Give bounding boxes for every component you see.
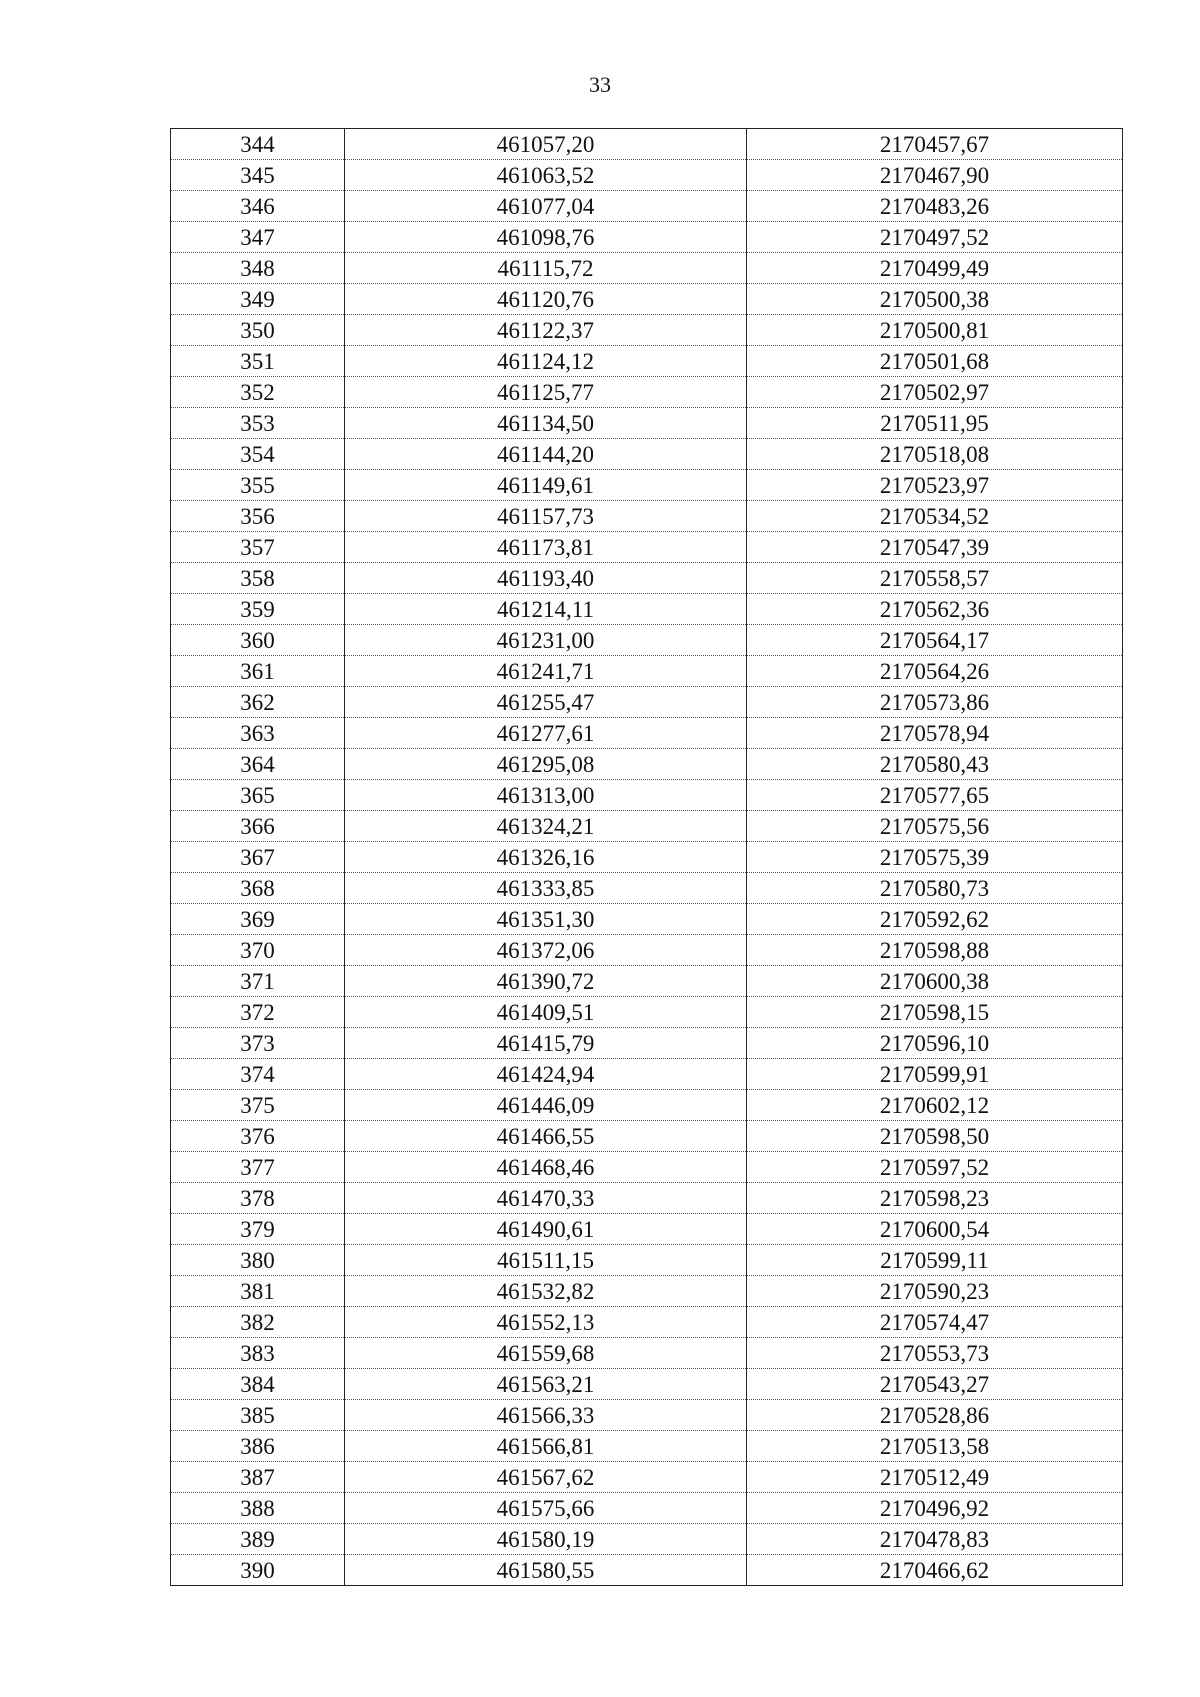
y-coordinate-cell: 2170596,10 xyxy=(747,1028,1123,1059)
y-coordinate-cell: 2170457,67 xyxy=(747,129,1123,160)
point-number-cell: 372 xyxy=(171,997,345,1028)
x-coordinate-cell: 461255,47 xyxy=(345,687,747,718)
point-number-cell: 362 xyxy=(171,687,345,718)
y-coordinate-cell: 2170499,49 xyxy=(747,253,1123,284)
table-row xyxy=(171,1555,1123,1586)
coordinates-table-body xyxy=(171,129,1123,1586)
y-coordinate-cell: 2170483,26 xyxy=(747,191,1123,222)
x-coordinate-cell: 461077,04 xyxy=(345,191,747,222)
table-row xyxy=(171,1400,1123,1431)
y-coordinate-cell: 2170598,23 xyxy=(747,1183,1123,1214)
x-coordinate-cell: 461468,46 xyxy=(345,1152,747,1183)
table-row xyxy=(171,1431,1123,1462)
y-coordinate-cell: 2170575,56 xyxy=(747,811,1123,842)
table-row xyxy=(171,1524,1123,1555)
x-coordinate-cell: 461372,06 xyxy=(345,935,747,966)
table-row xyxy=(171,501,1123,532)
y-coordinate-cell: 2170502,97 xyxy=(747,377,1123,408)
table-row xyxy=(171,377,1123,408)
x-coordinate-cell: 461532,82 xyxy=(345,1276,747,1307)
point-number-cell: 375 xyxy=(171,1090,345,1121)
y-coordinate-cell: 2170573,86 xyxy=(747,687,1123,718)
table-row xyxy=(171,129,1123,160)
point-number-cell: 380 xyxy=(171,1245,345,1276)
y-coordinate-cell: 2170600,38 xyxy=(747,966,1123,997)
point-number-cell: 371 xyxy=(171,966,345,997)
point-number-cell: 387 xyxy=(171,1462,345,1493)
y-coordinate-cell: 2170574,47 xyxy=(747,1307,1123,1338)
x-coordinate-cell: 461511,15 xyxy=(345,1245,747,1276)
x-coordinate-cell: 461333,85 xyxy=(345,873,747,904)
y-coordinate-cell: 2170497,52 xyxy=(747,222,1123,253)
point-number-cell: 370 xyxy=(171,935,345,966)
table-row xyxy=(171,563,1123,594)
table-row xyxy=(171,1338,1123,1369)
y-coordinate-cell: 2170597,52 xyxy=(747,1152,1123,1183)
table-row xyxy=(171,1307,1123,1338)
point-number-cell: 382 xyxy=(171,1307,345,1338)
x-coordinate-cell: 461466,55 xyxy=(345,1121,747,1152)
point-number-cell: 347 xyxy=(171,222,345,253)
table-row xyxy=(171,1276,1123,1307)
table-row xyxy=(171,253,1123,284)
x-coordinate-cell: 461063,52 xyxy=(345,160,747,191)
y-coordinate-cell: 2170580,43 xyxy=(747,749,1123,780)
x-coordinate-cell: 461324,21 xyxy=(345,811,747,842)
x-coordinate-cell: 461173,81 xyxy=(345,532,747,563)
x-coordinate-cell: 461470,33 xyxy=(345,1183,747,1214)
y-coordinate-cell: 2170500,38 xyxy=(747,284,1123,315)
x-coordinate-cell: 461193,40 xyxy=(345,563,747,594)
point-number-cell: 379 xyxy=(171,1214,345,1245)
table-row xyxy=(171,191,1123,222)
y-coordinate-cell: 2170598,88 xyxy=(747,935,1123,966)
x-coordinate-cell: 461567,62 xyxy=(345,1462,747,1493)
x-coordinate-cell: 461115,72 xyxy=(345,253,747,284)
point-number-cell: 349 xyxy=(171,284,345,315)
x-coordinate-cell: 461231,00 xyxy=(345,625,747,656)
y-coordinate-cell: 2170534,52 xyxy=(747,501,1123,532)
y-coordinate-cell: 2170547,39 xyxy=(747,532,1123,563)
y-coordinate-cell: 2170578,94 xyxy=(747,718,1123,749)
x-coordinate-cell: 461575,66 xyxy=(345,1493,747,1524)
table-row xyxy=(171,811,1123,842)
point-number-cell: 374 xyxy=(171,1059,345,1090)
x-coordinate-cell: 461326,16 xyxy=(345,842,747,873)
point-number-cell: 345 xyxy=(171,160,345,191)
x-coordinate-cell: 461446,09 xyxy=(345,1090,747,1121)
point-number-cell: 355 xyxy=(171,470,345,501)
x-coordinate-cell: 461552,13 xyxy=(345,1307,747,1338)
table-row xyxy=(171,997,1123,1028)
y-coordinate-cell: 2170590,23 xyxy=(747,1276,1123,1307)
x-coordinate-cell: 461277,61 xyxy=(345,718,747,749)
point-number-cell: 378 xyxy=(171,1183,345,1214)
point-number-cell: 344 xyxy=(171,129,345,160)
y-coordinate-cell: 2170580,73 xyxy=(747,873,1123,904)
x-coordinate-cell: 461157,73 xyxy=(345,501,747,532)
y-coordinate-cell: 2170496,92 xyxy=(747,1493,1123,1524)
table-row xyxy=(171,222,1123,253)
y-coordinate-cell: 2170599,11 xyxy=(747,1245,1123,1276)
x-coordinate-cell: 461566,33 xyxy=(345,1400,747,1431)
table-row xyxy=(171,1369,1123,1400)
y-coordinate-cell: 2170564,26 xyxy=(747,656,1123,687)
point-number-cell: 352 xyxy=(171,377,345,408)
point-number-cell: 373 xyxy=(171,1028,345,1059)
point-number-cell: 363 xyxy=(171,718,345,749)
point-number-cell: 384 xyxy=(171,1369,345,1400)
table-row xyxy=(171,966,1123,997)
x-coordinate-cell: 461057,20 xyxy=(345,129,747,160)
point-number-cell: 389 xyxy=(171,1524,345,1555)
y-coordinate-cell: 2170577,65 xyxy=(747,780,1123,811)
point-number-cell: 350 xyxy=(171,315,345,346)
y-coordinate-cell: 2170528,86 xyxy=(747,1400,1123,1431)
point-number-cell: 348 xyxy=(171,253,345,284)
table-row xyxy=(171,594,1123,625)
table-row xyxy=(171,718,1123,749)
table-row xyxy=(171,873,1123,904)
y-coordinate-cell: 2170501,68 xyxy=(747,346,1123,377)
table-row xyxy=(171,749,1123,780)
point-number-cell: 359 xyxy=(171,594,345,625)
table-row xyxy=(171,532,1123,563)
coordinates-table xyxy=(170,128,1123,1586)
x-coordinate-cell: 461241,71 xyxy=(345,656,747,687)
x-coordinate-cell: 461098,76 xyxy=(345,222,747,253)
table-row xyxy=(171,935,1123,966)
y-coordinate-cell: 2170558,57 xyxy=(747,563,1123,594)
point-number-cell: 369 xyxy=(171,904,345,935)
table-row xyxy=(171,160,1123,191)
point-number-cell: 364 xyxy=(171,749,345,780)
table-row xyxy=(171,346,1123,377)
x-coordinate-cell: 461580,55 xyxy=(345,1555,747,1586)
page-number: 33 xyxy=(589,72,611,97)
y-coordinate-cell: 2170575,39 xyxy=(747,842,1123,873)
x-coordinate-cell: 461409,51 xyxy=(345,997,747,1028)
y-coordinate-cell: 2170592,62 xyxy=(747,904,1123,935)
x-coordinate-cell: 461120,76 xyxy=(345,284,747,315)
point-number-cell: 361 xyxy=(171,656,345,687)
x-coordinate-cell: 461313,00 xyxy=(345,780,747,811)
y-coordinate-cell: 2170513,58 xyxy=(747,1431,1123,1462)
x-coordinate-cell: 461134,50 xyxy=(345,408,747,439)
y-coordinate-cell: 2170512,49 xyxy=(747,1462,1123,1493)
y-coordinate-cell: 2170602,12 xyxy=(747,1090,1123,1121)
point-number-cell: 353 xyxy=(171,408,345,439)
point-number-cell: 356 xyxy=(171,501,345,532)
x-coordinate-cell: 461351,30 xyxy=(345,904,747,935)
point-number-cell: 351 xyxy=(171,346,345,377)
table-row xyxy=(171,1059,1123,1090)
y-coordinate-cell: 2170511,95 xyxy=(747,408,1123,439)
point-number-cell: 386 xyxy=(171,1431,345,1462)
table-row xyxy=(171,1214,1123,1245)
y-coordinate-cell: 2170598,50 xyxy=(747,1121,1123,1152)
x-coordinate-cell: 461144,20 xyxy=(345,439,747,470)
point-number-cell: 346 xyxy=(171,191,345,222)
y-coordinate-cell: 2170562,36 xyxy=(747,594,1123,625)
point-number-cell: 376 xyxy=(171,1121,345,1152)
table-row xyxy=(171,687,1123,718)
y-coordinate-cell: 2170518,08 xyxy=(747,439,1123,470)
y-coordinate-cell: 2170523,97 xyxy=(747,470,1123,501)
x-coordinate-cell: 461415,79 xyxy=(345,1028,747,1059)
table-row xyxy=(171,1090,1123,1121)
table-row xyxy=(171,1028,1123,1059)
x-coordinate-cell: 461563,21 xyxy=(345,1369,747,1400)
point-number-cell: 390 xyxy=(171,1555,345,1586)
point-number-cell: 388 xyxy=(171,1493,345,1524)
point-number-cell: 381 xyxy=(171,1276,345,1307)
x-coordinate-cell: 461490,61 xyxy=(345,1214,747,1245)
y-coordinate-cell: 2170467,90 xyxy=(747,160,1123,191)
x-coordinate-cell: 461214,11 xyxy=(345,594,747,625)
point-number-cell: 357 xyxy=(171,532,345,563)
x-coordinate-cell: 461122,37 xyxy=(345,315,747,346)
x-coordinate-cell: 461580,19 xyxy=(345,1524,747,1555)
x-coordinate-cell: 461125,77 xyxy=(345,377,747,408)
x-coordinate-cell: 461295,08 xyxy=(345,749,747,780)
y-coordinate-cell: 2170600,54 xyxy=(747,1214,1123,1245)
point-number-cell: 385 xyxy=(171,1400,345,1431)
y-coordinate-cell: 2170543,27 xyxy=(747,1369,1123,1400)
point-number-cell: 365 xyxy=(171,780,345,811)
table-row xyxy=(171,1121,1123,1152)
y-coordinate-cell: 2170564,17 xyxy=(747,625,1123,656)
table-row xyxy=(171,904,1123,935)
table-row xyxy=(171,1462,1123,1493)
table-row xyxy=(171,842,1123,873)
x-coordinate-cell: 461390,72 xyxy=(345,966,747,997)
x-coordinate-cell: 461149,61 xyxy=(345,470,747,501)
table-row xyxy=(171,625,1123,656)
y-coordinate-cell: 2170599,91 xyxy=(747,1059,1123,1090)
table-row xyxy=(171,1493,1123,1524)
x-coordinate-cell: 461566,81 xyxy=(345,1431,747,1462)
x-coordinate-cell: 461559,68 xyxy=(345,1338,747,1369)
point-number-cell: 366 xyxy=(171,811,345,842)
point-number-cell: 377 xyxy=(171,1152,345,1183)
table-row xyxy=(171,439,1123,470)
y-coordinate-cell: 2170466,62 xyxy=(747,1555,1123,1586)
point-number-cell: 354 xyxy=(171,439,345,470)
point-number-cell: 367 xyxy=(171,842,345,873)
y-coordinate-cell: 2170598,15 xyxy=(747,997,1123,1028)
y-coordinate-cell: 2170500,81 xyxy=(747,315,1123,346)
y-coordinate-cell: 2170553,73 xyxy=(747,1338,1123,1369)
x-coordinate-cell: 461424,94 xyxy=(345,1059,747,1090)
point-number-cell: 358 xyxy=(171,563,345,594)
table-row xyxy=(171,656,1123,687)
table-row xyxy=(171,470,1123,501)
x-coordinate-cell: 461124,12 xyxy=(345,346,747,377)
table-row xyxy=(171,1183,1123,1214)
point-number-cell: 383 xyxy=(171,1338,345,1369)
table-row xyxy=(171,284,1123,315)
table-row xyxy=(171,780,1123,811)
y-coordinate-cell: 2170478,83 xyxy=(747,1524,1123,1555)
table-row xyxy=(171,315,1123,346)
point-number-cell: 368 xyxy=(171,873,345,904)
table-row xyxy=(171,408,1123,439)
table-row xyxy=(171,1152,1123,1183)
table-row xyxy=(171,1245,1123,1276)
point-number-cell: 360 xyxy=(171,625,345,656)
